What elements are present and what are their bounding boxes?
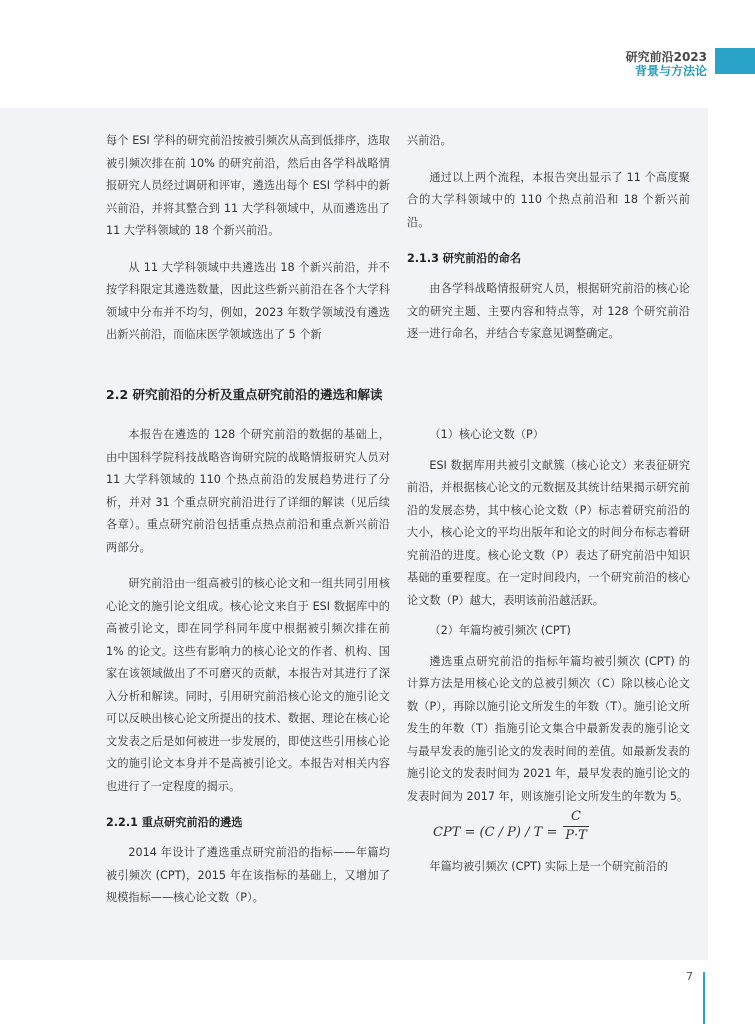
formula-denominator: P·T [565, 828, 587, 843]
paragraph: 遴选重点研究前沿的指标年篇均被引频次 (CPT) 的计算方法是用核心论文的总被引频次（C）除以核心论文数（P），再除以施引论文所发生的年数（T）。施引论文所发生的年数（T）指施引论文集合中最新发表的施引论文与最早发表的施引论文的发表时间的差值。如最新发表的施引论文的发表时间为 2021 年，最早发表的施引论文的发表时间为 2017 年，则该施引论文所发生的年数为 5。 [407, 654, 690, 803]
paragraph: 通过以上两个流程，本报告突出显示了 11 个高度聚合的大学科领域中的 110 个热点前沿和 18 个新兴前沿。 [407, 170, 690, 229]
page-header [0, 0, 755, 108]
paragraph: 研究前沿由一组高被引的核心论文和一组共同引用核心论文的施引论文组成。核心论文来自于 ESI 数据库中的高被引论文，即在同学科同年度中根据被引频次排在前 1% 的论文。这些有影响力的核心论文的作者、机构、国家在该领域做出了不可磨灭的贡献，本报告对其进行了深入分析和解读。同时，引用研究前沿核心论文的施引论文可以反映出核心论文所提出的技术、数据、理论在核心论文发表之后是如何被进一步发展的，即使这些引用核心论文的施引论文本身并不是高被引论文。本报告对相关内容也进行了一定程度的揭示。 [106, 577, 390, 793]
paragraph: 从 11 大学科领域中共遴选出 18 个新兴前沿，并不按学科限定其遴选数量，因此这些新兴前沿在各个大学科领域中分布并不均匀，例如，2023 年数学领域没有遴选出新兴前沿，而临床医学领域选出了 5 个新 [106, 260, 390, 341]
paragraph: 每个 ESI 学科的研究前沿按被引频次从高到低排序，选取被引频次排在前 10% 的研究前沿，然后由各学科战略情报研究人员经过调研和评审，遴选出每个 ESI 学科中的新兴前沿，并将其整合到 11 大学科领域中，从而遴选出了 11 大学科领域的 18 个新兴前沿。 [106, 134, 390, 237]
page-number: 7 [686, 970, 693, 983]
top-left-column [106, 130, 390, 347]
paragraph: 兴前沿。 [407, 134, 452, 147]
section-heading-2-1-3: 2.1.3 研究前沿的命名 [407, 252, 522, 265]
paragraph: 本报告在遴选的 128 个研究前沿的数据的基础上，由中国科学院科技战略咨询研究院的战略情报研究人员对 11 大学科领域的 110 个热点前沿的发展趋势进行了分析，并对 31 个重点研究前沿进行了详细的解读（见后续各章）。重点研究前沿包括重点热点前沿和重点新兴前沿两部分。 [106, 428, 390, 554]
header-subtitle: 背景与方法论 [634, 64, 707, 78]
bottom-left-column [106, 424, 390, 910]
list-item-heading: （1）核心论文数（P） [429, 428, 544, 441]
header-titles [626, 50, 707, 79]
page-number-bar [703, 972, 705, 1024]
formula-numerator: C [563, 808, 589, 827]
formula-fraction [563, 808, 589, 845]
header-title: 研究前沿2023 [625, 50, 707, 64]
paragraph: 由各学科战略情报研究人员，根据研究前沿的核心论文的研究主题、主要内容和特点等，对 128 个研究前沿逐一进行命名，并结合专家意见调整确定。 [407, 282, 690, 340]
section-heading-2-2-1: 2.2.1 重点研究前沿的遴选 [106, 816, 243, 829]
cpt-formula [433, 808, 690, 856]
top-right-column [407, 130, 690, 346]
header-color-tab [715, 48, 755, 74]
list-item-heading: （2）年篇均被引频次 (CPT) [429, 624, 571, 637]
paragraph: ESI 数据库用共被引文献簇（核心论文）来表征研究前沿，并根据核心论文的元数据及其统计结果揭示研究前沿的发展态势，其中核心论文数（P）标志着研究前沿的大小，核心论文的平均出版年和论文的时间分布标志着研究前沿的进度。核心论文数（P）表达了研究前沿中知识基础的重要程度。在一定时间段内，一个研究前沿的核心论文数（P）越大，表明该前沿越活跃。 [407, 458, 690, 607]
paragraph: 年篇均被引频次 (CPT) 实际上是一个研究前沿的 [429, 860, 669, 873]
bottom-right-column [407, 424, 690, 879]
formula-left: CPT = (C / P) / T = [433, 825, 558, 840]
section-heading-2-2: 2.2 研究前沿的分析及重点研究前沿的遴选和解读 [106, 387, 383, 402]
paragraph: 2014 年设计了遴选重点研究前沿的指标——年篇均被引频次 (CPT)，2015 年在该指标的基础上，又增加了规模指标——核心论文数（P）。 [106, 846, 390, 904]
